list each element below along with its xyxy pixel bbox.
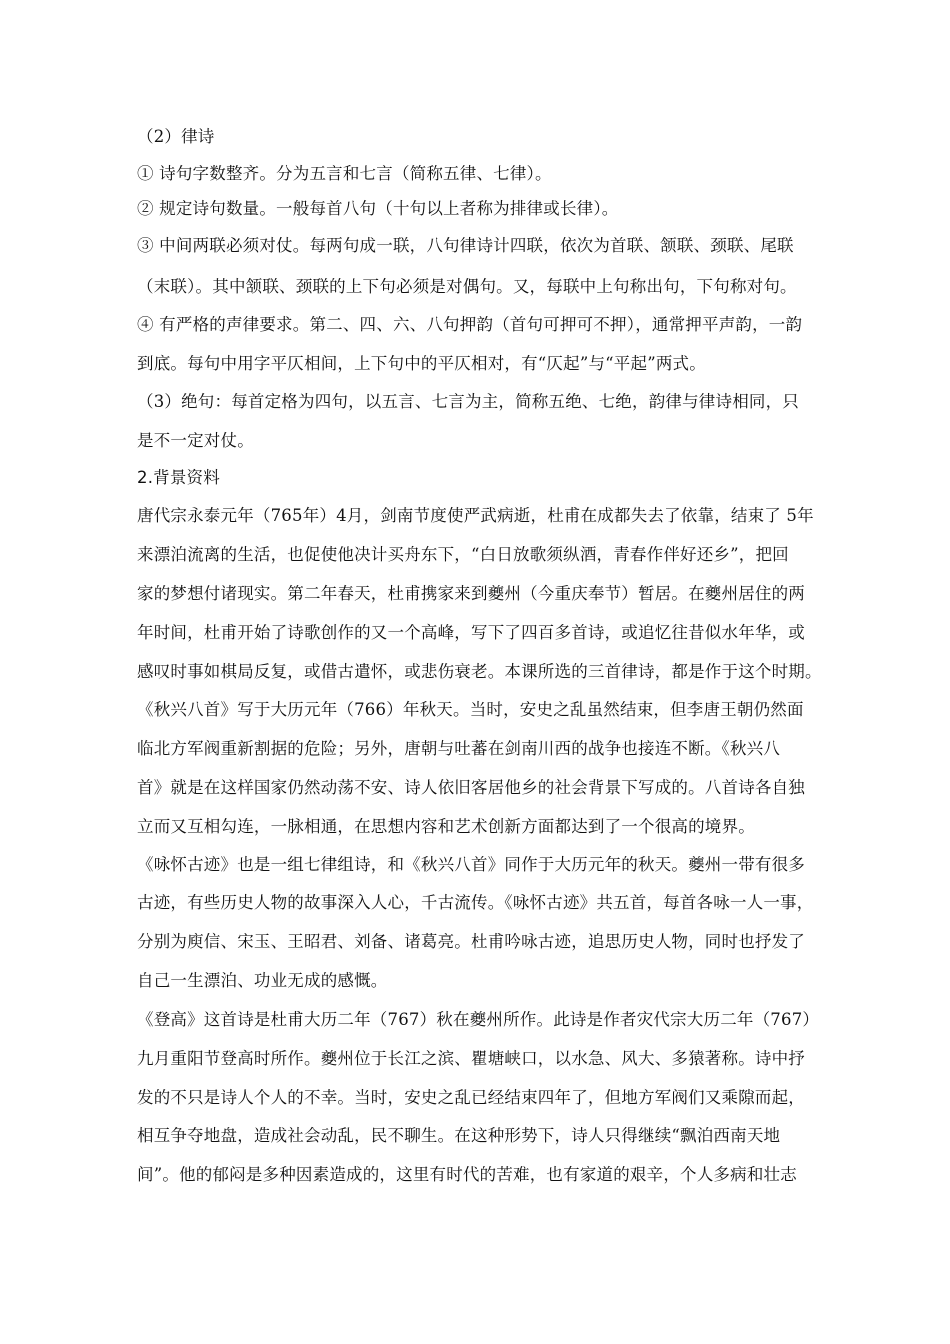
paragraph-line: 年时间，杜甫开始了诗歌创作的又一个高峰，写下了四百多首诗，或追忆往昔似水年华，或 (137, 623, 805, 642)
paragraph-line: 家的梦想付诸现实。第二年春天，杜甫携家来到夔州（今重庆奉节）暂居。在夔州居住的两 (137, 584, 805, 603)
section-heading-lvshi: （2）律诗 (137, 127, 215, 146)
paragraph-line: 感叹时事如棋局反复，或借古遣怀，或悲伤衰老。本课所选的三首律诗，都是作于这个时期。 (137, 662, 822, 681)
paragraph-line: 《咏怀古迹》也是一组七律组诗，和《秋兴八首》同作于大历元年的秋天。夔州一带有很多 (137, 855, 805, 874)
paragraph-line: 临北方军阀重新割据的危险；另外，唐朝与吐蕃在剑南川西的战争也接连不断。《秋兴八 (137, 739, 781, 758)
paragraph-line: 古迹，有些历史人物的故事深入人心，千古流传。《咏怀古迹》共五首，每首各咏一人一事， (137, 893, 814, 912)
paragraph-line: ② 规定诗句数量。一般每首八句（十句以上者称为排律或长律）。 (137, 199, 619, 218)
paragraph-line: ① 诗句字数整齐。分为五言和七言（简称五律、七律）。 (137, 164, 552, 183)
paragraph-line: 唐代宗永泰元年（765年）4月，剑南节度使严武病逝，杜甫在成都失去了依靠，结束了 5年 (137, 506, 814, 525)
paragraph-line: 相互争夺地盘，造成社会动乱，民不聊生。在这种形势下，诗人只得继续“飘泊西南天地 (137, 1126, 781, 1145)
paragraph-line: 首》就是在这样国家仍然动荡不安、诗人依旧客居他乡的社会背景下写成的。八首诗各自独 (137, 778, 805, 797)
paragraph-line: 《秋兴八首》写于大历元年（766）年秋天。当时，安史之乱虽然结束，但李唐王朝仍然面 (137, 700, 804, 719)
paragraph-line: 《登高》这首诗是杜甫大历二年（767）秋在夔州所作。此诗是作者灾代宗大历二年（767） (137, 1010, 820, 1029)
paragraph-line: 发的不只是诗人个人的不幸。当时，安史之乱已经结束四年了，但地方军阀们又乘隙而起， (137, 1088, 805, 1107)
paragraph-line: 分别为庾信、宋玉、王昭君、刘备、诸葛亮。杜甫吟咏古迹，追思历史人物，同时也抒发了 (137, 932, 805, 951)
paragraph-line: 来漂泊流离的生活，也促使他决计买舟东下，“白日放歌须纵酒，青春作伴好还乡”，把回 (137, 545, 789, 564)
paragraph-line: 到底。每句中用字平仄相间，上下句中的平仄相对，有“仄起”与“平起”两式。 (137, 354, 706, 373)
paragraph-line: 立而又互相勾连，一脉相通，在思想内容和艺术创新方面都达到了一个很高的境界。 (137, 817, 755, 836)
paragraph-line: ③ 中间两联必须对仗。每两句成一联，八句律诗计四联，依次为首联、颔联、颈联、尾联 (137, 236, 794, 255)
paragraph-line: ④ 有严格的声律要求。第二、四、六、八句押韵（首句可押可不押），通常押平声韵，一韵 (137, 315, 803, 334)
paragraph-line: （末联）。其中颔联、颈联的上下句必须是对偶句。又，每联中上句称出句，下句称对句。 (137, 277, 797, 296)
paragraph-line: 间”。他的郁闷是多种因素造成的，这里有时代的苦难，也有家道的艰辛，个人多病和壮志 (137, 1165, 797, 1184)
paragraph-line: 自己一生漂泊、功业无成的感慨。 (137, 971, 388, 990)
paragraph-line: 九月重阳节登高时所作。夔州位于长江之滨、瞿塘峡口，以水急、风大、多猿著称。诗中抒 (137, 1049, 805, 1068)
paragraph-line: 是不一定对仗。 (137, 431, 254, 450)
section-heading-background: 2.背景资料 (137, 468, 220, 487)
paragraph-line: （3）绝句：每首定格为四句，以五言、七言为主，简称五绝、七绝，韵律与律诗相同，只 (137, 392, 799, 411)
